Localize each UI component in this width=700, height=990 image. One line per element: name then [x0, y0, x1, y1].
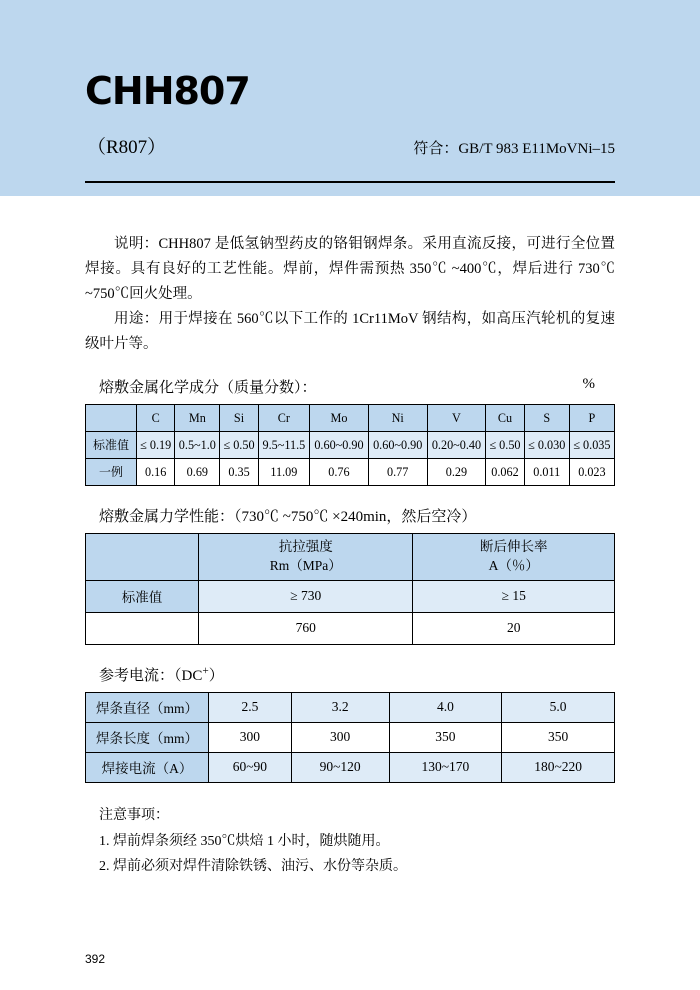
description-paragraph: 说明：CHH807 是低氢钠型药皮的铬钼钢焊条。采用直流反接，可进行全位置焊接。具有良好的工艺性能。焊前，焊件需预热 350℃ ~400℃，焊后进行 730℃ ~750℃回火处理。 [85, 236, 615, 302]
mech-col-tensile [199, 533, 413, 580]
chem-cell: 9.5~11.5 [258, 431, 309, 458]
current-row-label-current: 焊接电流（A） [86, 752, 209, 782]
chem-cell: ≤ 0.19 [137, 431, 175, 458]
chem-col-cr: Cr [258, 404, 309, 431]
chem-cell: ≤ 0.035 [569, 431, 614, 458]
mech-row-label-standard: 标准值 [86, 580, 199, 612]
product-code-subtitle: （R807） [87, 137, 167, 158]
chem-corner-cell [86, 404, 137, 431]
chem-col-si: Si [220, 404, 258, 431]
mech-corner-cell [86, 533, 199, 580]
chemical-composition-table [85, 404, 615, 486]
current-title-sup: + [202, 664, 209, 677]
reference-current-table [85, 692, 615, 783]
current-cell: 2.5 [209, 692, 292, 722]
mech-cell: 20 [413, 612, 615, 644]
chem-col-mn: Mn [175, 404, 220, 431]
current-cell: 300 [209, 722, 292, 752]
mech-col-elongation-line2: A（％） [488, 557, 539, 573]
current-cell: 130~170 [389, 752, 502, 782]
chem-cell: 0.76 [310, 458, 369, 485]
mech-col-elongation-line1: 断后伸长率 [479, 539, 548, 555]
table-row [86, 458, 615, 485]
document-content [85, 232, 615, 880]
table-row [86, 722, 615, 752]
mech-col-elongation [413, 533, 615, 580]
current-cell: 350 [502, 722, 615, 752]
chem-col-cu: Cu [486, 404, 524, 431]
note-item-1: 1. 焊前焊条须经 350℃烘焙 1 小时，随烘随用。 [99, 833, 390, 849]
chem-cell: 0.69 [175, 458, 220, 485]
chem-cell: ≤ 0.030 [524, 431, 569, 458]
table-row [86, 431, 615, 458]
page-title: CHH807 [85, 69, 250, 113]
chem-row-label-example: 一例 [86, 458, 137, 485]
chem-cell: 0.062 [486, 458, 524, 485]
chem-cell: 0.60~0.90 [368, 431, 427, 458]
mechanical-properties-table [85, 533, 615, 645]
table-row [86, 612, 615, 644]
table-row [86, 752, 615, 782]
mech-cell: ≥ 730 [199, 580, 413, 612]
table-row [86, 580, 615, 612]
current-title-suffix: ） [208, 667, 224, 684]
current-row-label-diameter: 焊条直径（mm） [86, 692, 209, 722]
chem-col-s: S [524, 404, 569, 431]
current-cell: 90~120 [291, 752, 389, 782]
chem-cell: 0.5~1.0 [175, 431, 220, 458]
table-header-row [86, 533, 615, 580]
current-cell: 4.0 [389, 692, 502, 722]
mech-section-title: 熔敷金属力学性能：（730℃ ~750℃ ×240min，然后空冷） [99, 508, 477, 525]
mech-col-tensile-line1: 抗拉强度 [278, 539, 333, 555]
current-title-prefix: 参考电流：（DC [99, 667, 203, 684]
usage-paragraph: 用途：用于焊接在 560℃以下工作的 1Cr11MoV 钢结构，如高压汽轮机的复速级叶片等。 [85, 310, 615, 352]
current-cell: 5.0 [502, 692, 615, 722]
chem-cell: 0.023 [569, 458, 614, 485]
current-cell: 60~90 [209, 752, 292, 782]
chem-cell: 0.35 [220, 458, 258, 485]
header-inner [85, 0, 615, 196]
chem-cell: 11.09 [258, 458, 309, 485]
chem-col-ni: Ni [368, 404, 427, 431]
current-section-title [99, 664, 615, 685]
mech-col-tensile-line2: Rm（MPa） [269, 557, 342, 573]
chem-cell: 0.20~0.40 [427, 431, 486, 458]
header-divider [85, 181, 615, 183]
chem-cell: 0.29 [427, 458, 486, 485]
current-cell: 300 [291, 722, 389, 752]
current-row-label-length: 焊条长度（mm） [86, 722, 209, 752]
current-cell: 350 [389, 722, 502, 752]
header-band [0, 0, 700, 196]
chem-cell: ≤ 0.50 [486, 431, 524, 458]
notes-section [99, 803, 615, 881]
page-number: 392 [85, 952, 106, 966]
chem-cell: 0.77 [368, 458, 427, 485]
chem-cell: 0.60~0.90 [310, 431, 369, 458]
notes-title: 注意事项： [99, 807, 169, 823]
chem-col-p: P [569, 404, 614, 431]
mech-cell: 760 [199, 612, 413, 644]
table-row [86, 692, 615, 722]
note-item-2: 2. 焊前必须对焊件清除铁锈、油污、水份等杂质。 [99, 859, 407, 875]
chem-cell: 0.16 [137, 458, 175, 485]
chem-unit-label: % [582, 375, 595, 392]
table-header-row [86, 404, 615, 431]
chem-row-label-standard: 标准值 [86, 431, 137, 458]
standard-reference: 符合：GB/T 983 E11MoVNi–15 [413, 141, 615, 157]
chem-col-mo: Mo [310, 404, 369, 431]
chem-col-c: C [137, 404, 175, 431]
mech-row-label-example [86, 612, 199, 644]
chem-title-text: 熔敷金属化学成分（质量分数）： [99, 379, 317, 396]
chem-section-title [99, 376, 615, 397]
current-cell: 180~220 [502, 752, 615, 782]
chem-cell: 0.011 [524, 458, 569, 485]
current-cell: 3.2 [291, 692, 389, 722]
chem-cell: ≤ 0.50 [220, 431, 258, 458]
chem-col-v: V [427, 404, 486, 431]
mech-cell: ≥ 15 [413, 580, 615, 612]
